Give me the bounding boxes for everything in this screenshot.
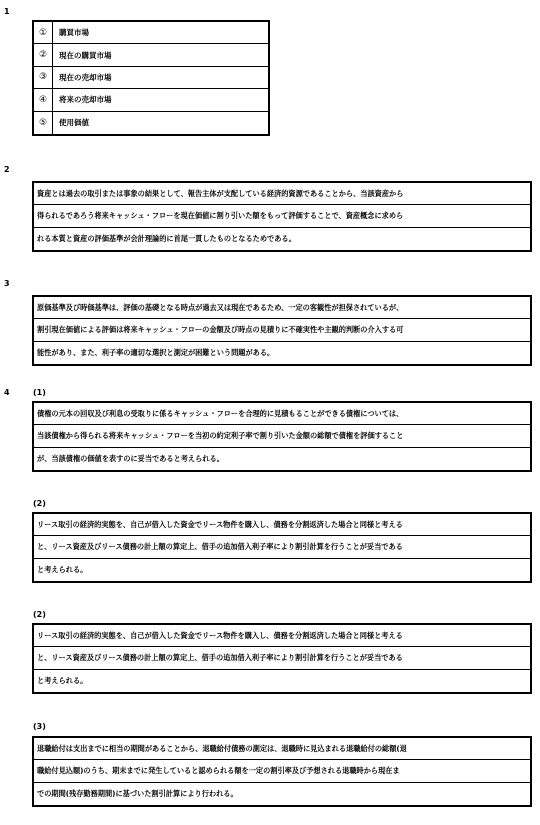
answer-line: が、当該債権の価値を表すのに妥当であると考えられる。 [37,453,224,463]
answer-line: 割引現在価値による評価は将来キャッシュ・フローの金額及び時点の見積りに不確実性や主観的判断の介入する可 [34,319,530,341]
question-number-1: 1 [4,7,10,16]
answer-line: と考えられる。 [37,564,88,574]
sub-question-label: (2) [33,610,46,619]
answer-box-2 [32,181,532,252]
answer-line: 原価基準及び時価基準は、評価の基礎となる時点が過去又は現在であるため、一定の客観性が担保されているが、 [34,297,530,319]
answer-line: 当該債権から得られる将来キャッシュ・フローを当初の約定利子率で割り引いた金額の総額で債権を評価すること [34,425,530,447]
answer-line: と、リース資産及びリース債務の計上額の算定上、借手の追加借入利子率により割引計算を行うことが妥当である [34,647,530,669]
sub-question-label: (2) [33,499,46,508]
option-number: ④ [34,89,53,110]
answer-line: での期間(残存勤務期間)に基づいた割引計算により行われる。 [37,788,238,798]
answer-line: リース取引の経済的実態を、自己が借入した資金でリース物件を購入し、債務を分割返済した場合と同様と考える [34,514,530,536]
answer-line: 退職給付は支出までに相当の期間があることから、退職給付債務の測定は、退職時に見込まれる退職給付の総額(退 [34,738,530,760]
answer-box-4-3 [32,736,532,807]
option-number: ① [34,22,53,43]
option-text: 将来の売却市場 [59,95,112,105]
option-number: ③ [34,67,53,88]
answer-box-4-2 [32,512,532,583]
answer-line: 債権の元本の回収及び利息の受取りに係るキャッシュ・フローを合理的に見積もることができる債権については、 [34,403,530,425]
sub-question-label: (3) [33,722,46,731]
answer-box-3 [32,295,532,366]
answer-box-4-1 [32,401,532,472]
answer-line: 資産とは過去の取引または事象の結果として、報告主体が支配している経済的資源であることから、当該資産から [34,183,530,205]
answer-line: リース取引の経済的実態を、自己が借入した資金でリース物件を購入し、債務を分割返済した場合と同様と考える [34,625,530,647]
question-number-4: 4 [4,388,10,397]
option-row [34,44,268,66]
options-table [32,20,270,136]
question-number-3: 3 [4,279,10,288]
answer-line: と、リース資産及びリース債務の計上額の算定上、借手の追加借入利子率により割引計算を行うことが妥当である [34,536,530,558]
answer-line: 得られるであろう将来キャッシュ・フローを現在価値に割り引いた額をもって評価することで、資産概念に求めら [34,205,530,227]
answer-line: れる本質と資産の評価基準が会計理論的に首尾一貫したものとなるためである。 [37,233,296,243]
option-row [34,112,268,134]
answer-line: 能性があり、また、利子率の適切な選択と測定が困難という問題がある。 [37,347,275,357]
option-row [34,67,268,89]
sub-question-label: (1) [33,388,46,397]
option-row [34,22,268,44]
option-text: 使用価値 [59,118,89,128]
question-number-2: 2 [4,165,10,174]
option-text: 購買市場 [59,28,89,38]
answer-line: 職給付見込額)のうち、期末までに発生していると認められる額を一定の割引率及び予想される退職時から現在ま [34,760,530,782]
answer-box-4-2b [32,623,532,694]
option-text: 現在の購買市場 [59,50,112,60]
option-number: ② [34,44,53,65]
option-row [34,89,268,111]
answer-line: と考えられる。 [37,675,88,685]
option-text: 現在の売却市場 [59,72,112,82]
option-number: ⑤ [34,112,53,134]
